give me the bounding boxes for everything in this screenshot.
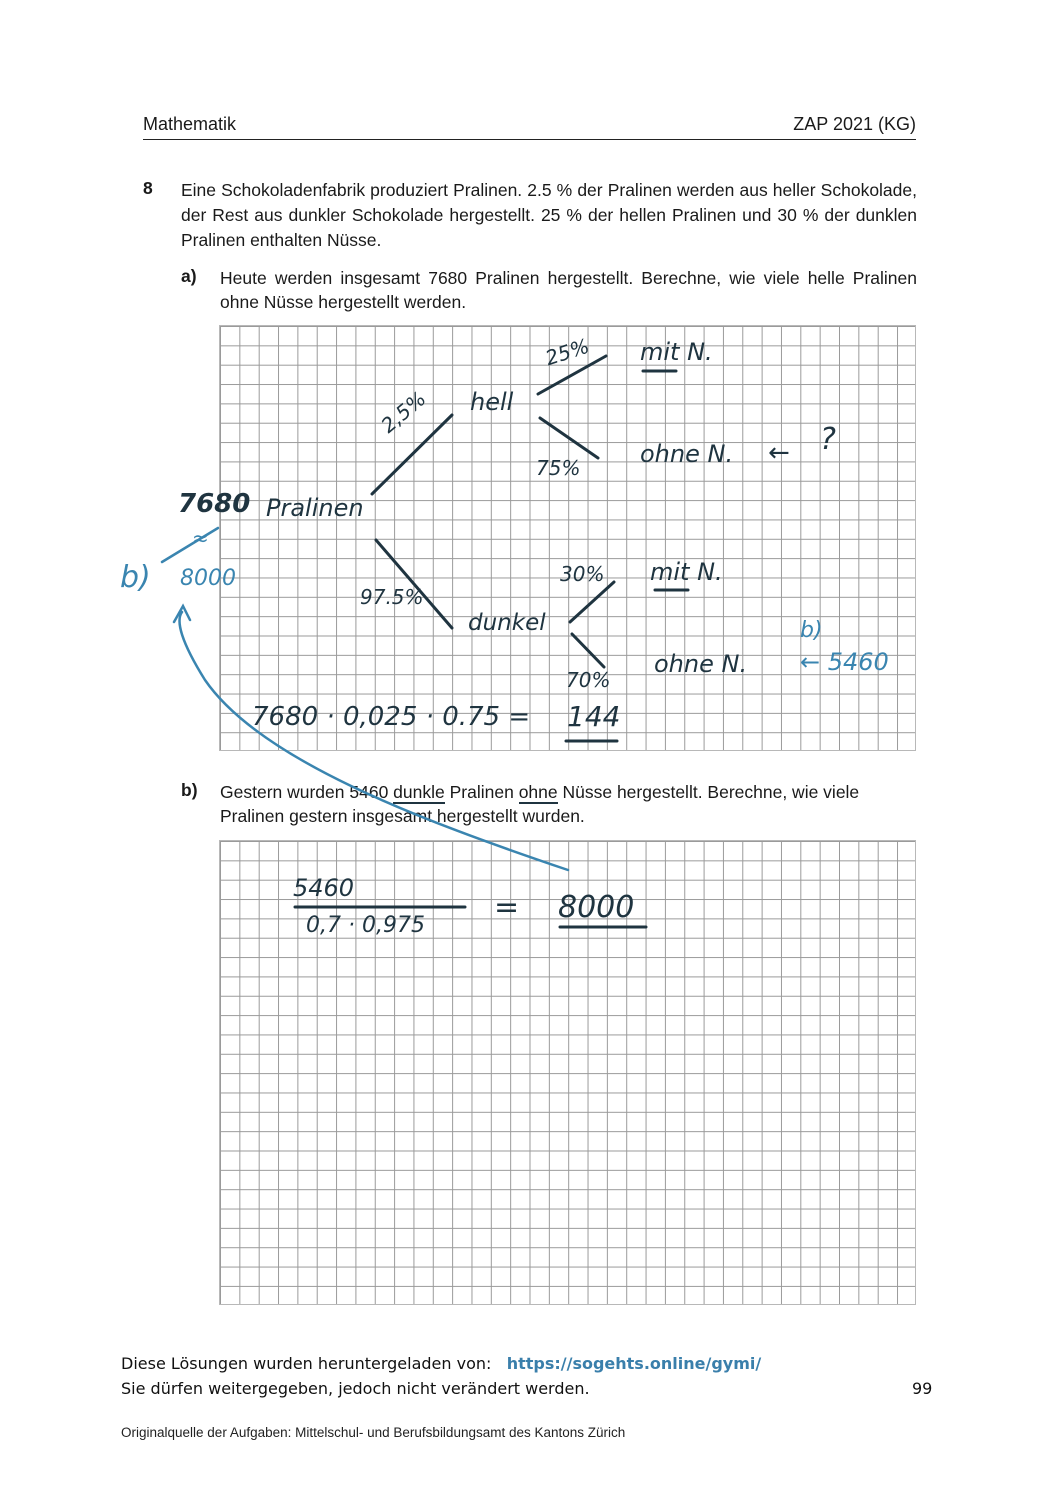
subtask-b-text-mid: Pralinen (444, 782, 519, 802)
subtask-b-text-before: Gestern wurden 5460 (220, 782, 394, 802)
hw-denominator: 0,7 · 0,975 (306, 913, 425, 938)
subtask-a-text: Heute werden insgesamt 7680 Pralinen hergestellt. Berechne, wie viele helle Pralinen ohne Nüsse hergestellt werden. (220, 268, 917, 312)
hw-result-b: 8000 (558, 890, 635, 925)
hw-dunkel-ohne-label: ohne N. (654, 650, 748, 678)
footer-source: Originalquelle der Aufgaben: Mittelschul- und Berufsbildungsamt des Kantons Zürich (121, 1425, 626, 1440)
subtask-b-label: b) (181, 780, 198, 800)
hw-dunkel-mit-label: mit N. (650, 558, 723, 586)
page-number: 99 (912, 1379, 933, 1398)
header-exam: ZAP 2021 (KG) (793, 114, 916, 134)
hw-hell-ohne-label: ohne N. (640, 440, 734, 468)
hw-dunkel-mit-pct: 30% (560, 562, 605, 586)
hw-branch-dunkel-pct: 97.5% (360, 585, 424, 609)
hw-hell-mit-pct: 25% (542, 333, 593, 371)
underlined-dunkle: dunkle (393, 782, 445, 802)
hw-dunkel-ohne-pct: 70% (566, 668, 611, 692)
subtask-b-text (220, 780, 917, 828)
hw-left-arrow-icon: ← (768, 438, 790, 468)
hw-hell-ohne-pct: 75% (536, 456, 581, 480)
hw-hell-mit-label: mit N. (640, 338, 713, 366)
hw-equals: = (494, 890, 520, 925)
hw-blue-b-label-right: b) (800, 618, 823, 643)
footer-download-text: Diese Lösungen wurden heruntergeladen von: (121, 1354, 492, 1373)
hw-calculation-a: 7680 · 0,025 · 0.75 = (252, 702, 531, 732)
footer-link[interactable]: https://sogehts.online/gymi/ (506, 1354, 762, 1373)
hw-question-mark: ? (820, 422, 836, 457)
footer-line2: Sie dürfen weitergegeben, jedoch nicht verändert werden. (121, 1379, 590, 1398)
hw-root-label: Pralinen (266, 494, 364, 522)
subtask-a-label: a) (181, 266, 197, 286)
hw-node-dunkel: dunkel (468, 610, 546, 636)
hw-blue-b-label-left: b) (120, 560, 151, 595)
hw-node-hell: hell (470, 388, 514, 416)
task-text: Eine Schokoladenfabrik produziert Pralinen. 2.5 % der Pralinen werden aus heller Schokolade, der Rest aus dunkler Schokolade hergestellt. 25 % der hellen Pralinen und 30 % der dunklen Pralinen enthalten Nüsse. (181, 180, 917, 250)
hw-blue-approx-sign: ≈ (192, 526, 209, 550)
footer-line1 (121, 1354, 761, 1373)
hw-result-a: 144 (567, 700, 621, 733)
hw-branch-hell-pct: 2,5% (376, 386, 431, 438)
hw-blue-total: 8000 (180, 566, 236, 591)
hw-blue-arrow-value: ← 5460 (800, 648, 889, 676)
blue-arrow-head (174, 606, 190, 622)
blue-approx-stroke (162, 528, 218, 562)
underlined-ohne: ohne (518, 782, 558, 802)
header-subject: Mathematik (143, 114, 237, 134)
subtask-b-text-after: Nüsse hergestellt. Berechne, wie viele Pralinen gestern insgesamt hergestellt wurden. (220, 782, 860, 826)
task-number: 8 (143, 178, 153, 198)
hw-root-count: 7680 (178, 489, 251, 519)
hw-numerator: 5460 (293, 874, 355, 902)
header-divider (143, 139, 916, 140)
